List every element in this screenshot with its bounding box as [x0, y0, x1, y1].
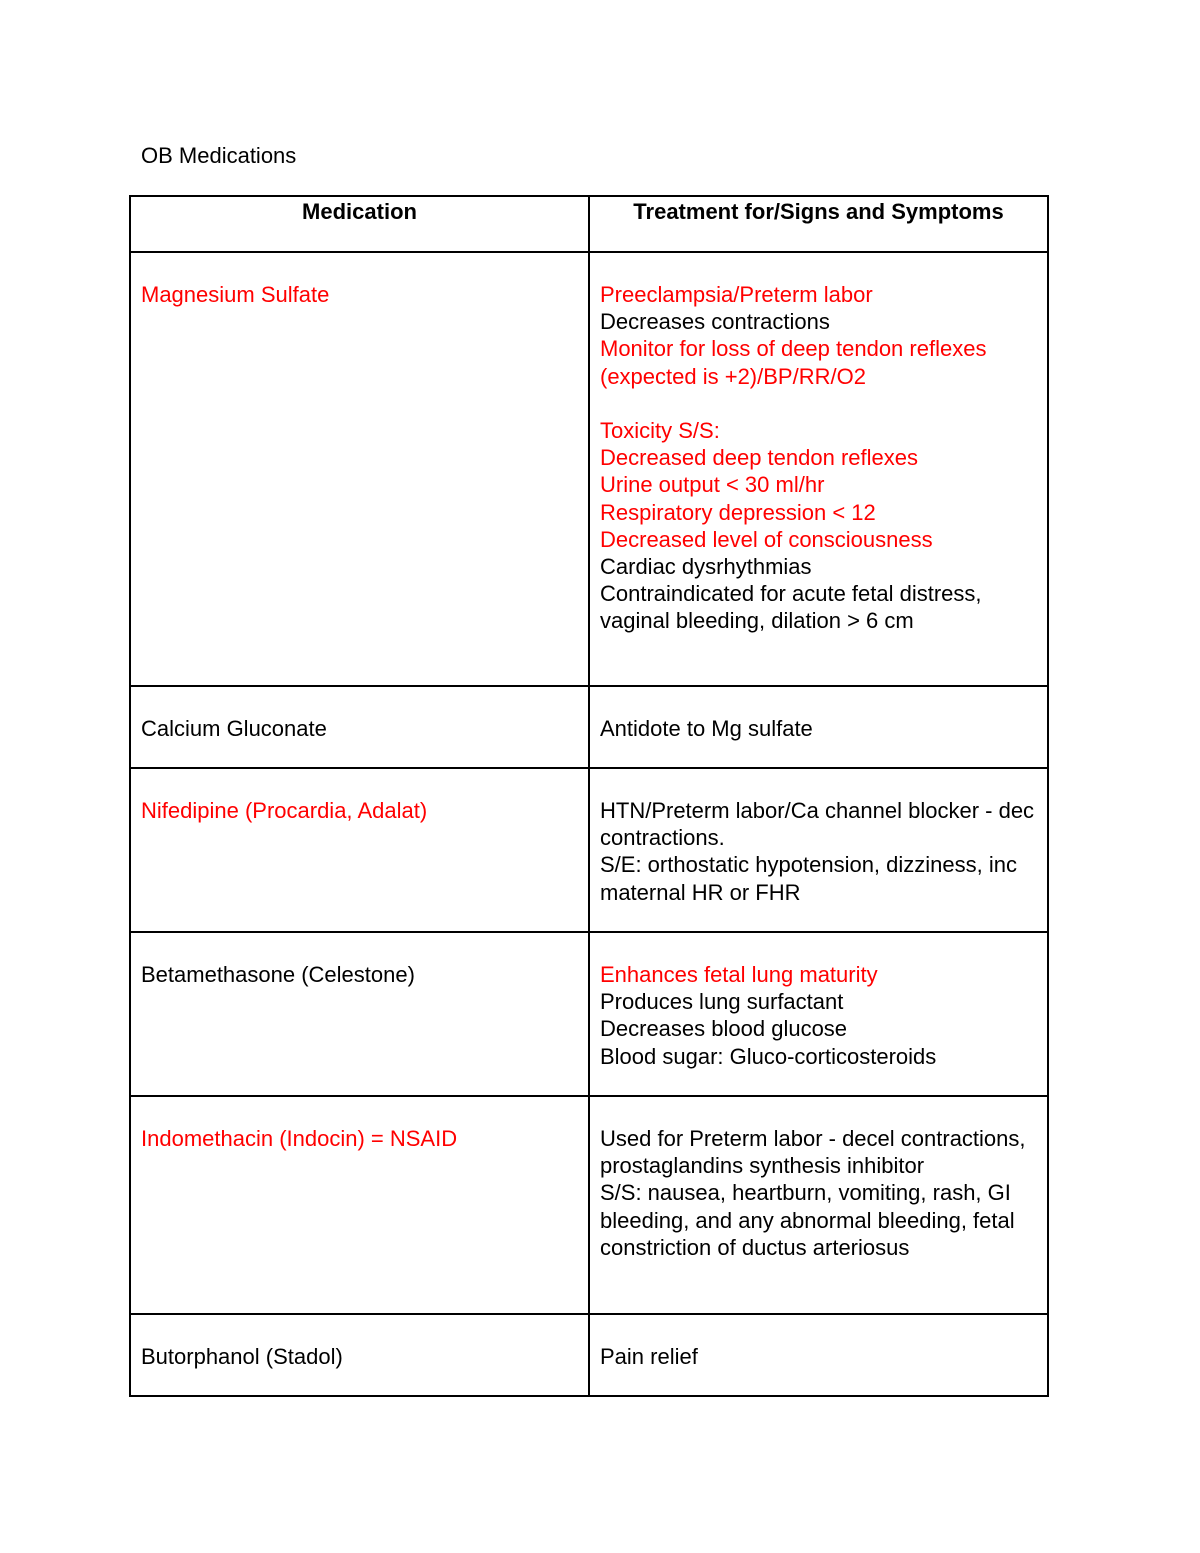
- table-row: [130, 686, 1048, 768]
- table-header-row: [130, 196, 1048, 252]
- medication-cell: [130, 1314, 589, 1396]
- table-row: [130, 768, 1048, 932]
- medication-cell: [130, 768, 589, 932]
- details-cell: [589, 1314, 1048, 1396]
- detail-line: Cardiac dysrhythmias: [600, 554, 812, 580]
- detail-line: Contraindicated for acute fetal distress, vaginal bleeding, dilation > 6 cm: [600, 581, 982, 634]
- medication-name: Calcium Gluconate: [141, 716, 327, 741]
- document-title: OB Medications: [141, 143, 297, 168]
- detail-line: Toxicity S/S:: [600, 418, 720, 443]
- detail-line: S/E: orthostatic hypotension, dizziness, inc maternal HR or FHR: [600, 852, 1017, 905]
- table-row: [130, 252, 1048, 686]
- medication-cell: [130, 686, 589, 768]
- medication-cell: [130, 1096, 589, 1314]
- medication-cell: [130, 932, 589, 1096]
- medication-name: Betamethasone (Celestone): [141, 962, 415, 987]
- details-cell: [589, 768, 1048, 932]
- details-cell: [589, 252, 1048, 686]
- details-cell: [589, 932, 1048, 1096]
- medication-name: Indomethacin (Indocin) = NSAID: [141, 1126, 458, 1151]
- detail-line: Urine output < 30 ml/hr: [600, 472, 825, 498]
- detail-line: HTN/Preterm labor/Ca channel blocker - dec contractions.: [600, 798, 1035, 851]
- details-cell: [589, 686, 1048, 768]
- table-row: [130, 1096, 1048, 1314]
- detail-line: Decreases blood glucose: [600, 1016, 848, 1042]
- detail-line: Produces lung surfactant: [600, 989, 844, 1015]
- detail-line: Pain relief: [600, 1344, 698, 1369]
- details-cell: [589, 1096, 1048, 1314]
- detail-line: Preeclampsia/Preterm labor: [600, 282, 873, 307]
- detail-line: Decreases contractions: [600, 309, 830, 335]
- medication-name: Nifedipine (Procardia, Adalat): [141, 798, 428, 823]
- detail-line: Used for Preterm labor - decel contractions, prostaglandins synthesis inhibitor: [600, 1126, 1026, 1179]
- header-medication: Medication: [130, 196, 589, 252]
- detail-line: Antidote to Mg sulfate: [600, 716, 813, 741]
- detail-line: Decreased level of consciousness: [600, 526, 933, 552]
- table-row: [130, 1314, 1048, 1396]
- blank-line: [600, 390, 1037, 417]
- detail-line: Enhances fetal lung maturity: [600, 962, 878, 987]
- detail-line: Respiratory depression < 12: [600, 499, 876, 525]
- medication-cell: [130, 252, 589, 686]
- detail-line: Monitor for loss of deep tendon reflexes (expected is +2)/BP/RR/O2: [600, 336, 987, 389]
- medications-table: [129, 195, 1049, 1397]
- medication-name: Magnesium Sulfate: [141, 282, 330, 307]
- medication-name: Butorphanol (Stadol): [141, 1344, 343, 1369]
- detail-line: Decreased deep tendon reflexes: [600, 445, 918, 471]
- detail-line: Blood sugar: Gluco-corticosteroids: [600, 1043, 937, 1069]
- table-row: [130, 932, 1048, 1096]
- detail-line: S/S: nausea, heartburn, vomiting, rash, GI bleeding, and any abnormal bleeding, fetal constriction of ductus arteriosus: [600, 1180, 1015, 1260]
- header-treatment: Treatment for/Signs and Symptoms: [589, 196, 1048, 252]
